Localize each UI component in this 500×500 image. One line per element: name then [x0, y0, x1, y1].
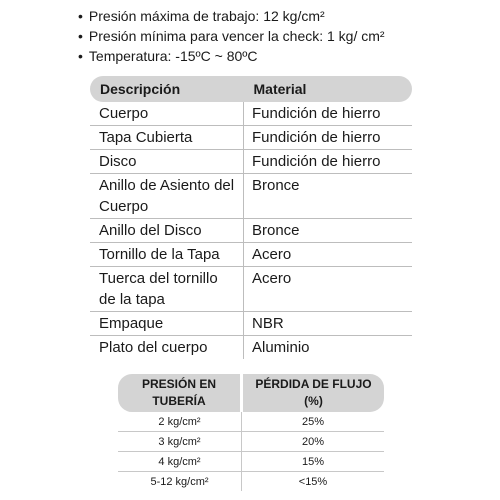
table-row — [118, 432, 384, 452]
spec-min-pressure: • Presión mínima para vencer la check: 1 kg/ cm² — [78, 26, 385, 46]
table-row — [90, 267, 412, 312]
table-row — [90, 312, 412, 336]
pipe-pressure: 4 kg/cm² — [118, 452, 242, 472]
flow-loss: <15% — [298, 475, 328, 488]
part-material: Fundición de hierro — [244, 102, 413, 126]
part-material: Bronce — [244, 219, 413, 243]
part-name: Anillo de Asiento del Cuerpo — [90, 174, 244, 219]
part-name: Tornillo de la Tapa — [90, 243, 244, 267]
flow-loss: 15% — [242, 452, 385, 472]
part-material: NBR — [244, 312, 413, 336]
part-material: Fundición de hierro — [244, 150, 413, 174]
pipe-pressure: 5-12 kg/cm² — [118, 472, 242, 492]
part-name: Tuerca del tornillo de la tapa — [90, 267, 244, 312]
part-name: Disco — [90, 150, 244, 174]
header-description: Descripción — [90, 76, 244, 102]
header-pipe-pressure: PRESIÓN EN TUBERÍA — [118, 374, 242, 412]
materials-header-row — [90, 76, 412, 102]
table-row — [90, 336, 412, 360]
table-row — [90, 243, 412, 267]
table-row — [90, 102, 412, 126]
table-row — [90, 126, 412, 150]
spec-list — [78, 6, 385, 66]
pressure-loss-header-row — [118, 374, 384, 412]
table-row — [118, 472, 384, 492]
part-material: Acero — [244, 267, 413, 312]
flow-loss: 25% — [242, 412, 385, 432]
pipe-pressure: 3 kg/cm² — [118, 432, 242, 452]
part-name: Empaque — [90, 312, 244, 336]
table-row — [90, 150, 412, 174]
spec-max-pressure: • Presión máxima de trabajo: 12 kg/cm² — [78, 6, 385, 26]
part-name: Tapa Cubierta — [90, 126, 244, 150]
pressure-loss-table — [118, 374, 384, 491]
part-material: Fundición de hierro — [244, 126, 413, 150]
table-row — [90, 174, 412, 219]
pipe-pressure: 2 kg/cm² — [118, 412, 242, 432]
part-name: Cuerpo — [90, 102, 244, 126]
table-row — [118, 452, 384, 472]
spec-temperature: • Temperatura: -15ºC ~ 80ºC — [78, 46, 385, 66]
table-row — [90, 219, 412, 243]
part-name: Anillo del Disco — [90, 219, 244, 243]
materials-table — [90, 76, 412, 359]
part-name: Plato del cuerpo — [90, 336, 244, 360]
header-flow-loss: PÉRDIDA DE FLUJO (%) — [242, 374, 385, 412]
part-material: Bronce — [244, 174, 413, 219]
flow-loss: 20% — [242, 432, 385, 452]
table-row — [118, 412, 384, 432]
part-material: Acero — [244, 243, 413, 267]
part-material: Aluminio — [252, 339, 310, 356]
header-material: Material — [244, 76, 413, 102]
